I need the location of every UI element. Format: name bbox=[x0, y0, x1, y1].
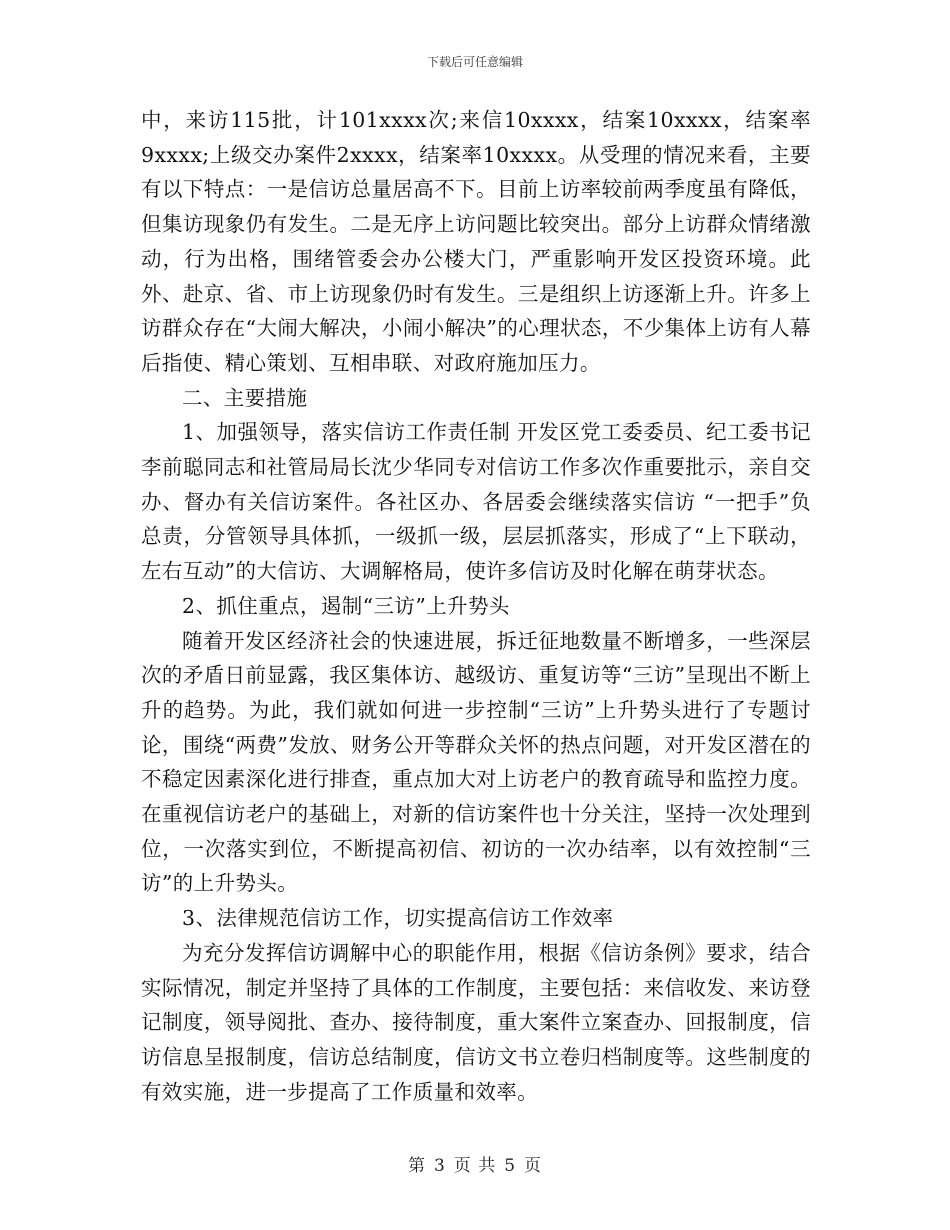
paragraph-measure-3: 为充分发挥信访调解中心的职能作用，根据《信访条例》要求，结合实际情况，制定并坚持了具体的工作制度，主要包括：来信收发、来访登记制度，领导阅批、查办、接待制度，重大案件立案查办、回报制度，信访信息呈报制度，信访总结制度，信访文书立卷归档制度等。这些制度的有效实施，进一步提高了工作质量和效率。 bbox=[141, 940, 811, 1104]
footer-middle: 页 共 bbox=[453, 1156, 497, 1176]
footer-suffix: 页 bbox=[524, 1156, 543, 1176]
subheading-measure-3: 3、法律规范信访工作，切实提高信访工作效率 bbox=[182, 906, 614, 931]
subheading-measure-2: 2、抓住重点，遏制“三访”上升势头 bbox=[182, 593, 510, 618]
footer-page-number: 3 bbox=[433, 1156, 446, 1176]
paragraph-measure-1: 1、加强领导，落实信访工作责任制 开发区党工委委员、纪工委书记李前聪同志和社管局局长沈少华同专对信访工作多次作重要批示，亲自交办、督办有关信访案件。各社区办、各居委会继续落实信访 “一把手”负总责，分管领导具体抓，一级抓一级，层层抓落实，形成了“上下联动，左右互动”的大信访、大调解格局，使许多信访及时化解在萌芽状态。 bbox=[141, 420, 811, 584]
paragraph-measure-2: 随着开发区经济社会的快速进展，拆迁征地数量不断增多，一些深层次的矛盾日前显露，我区集体访、越级访、重复访等“三访”呈现出不断上升的趋势。为此，我们就如何进一步控制“三访”上升势头进行了专题讨论，围绕“两费”发放、财务公开等群众关怀的热点问题，对开发区潜在的不稳定因素深化进行排查，重点加大对上访老户的教育疏导和监控力度。在重视信访老户的基础上，对新的信访案件也十分关注，坚持一次处理到位，一次落实到位，不断提高初信、初访的一次办结率，以有效控制“三访”的上升势头。 bbox=[141, 628, 811, 896]
footer-prefix: 第 bbox=[407, 1156, 426, 1176]
section-heading-main-measures: 二、主要措施 bbox=[182, 385, 308, 410]
page-header: 下载后可任意编辑 bbox=[426, 55, 523, 69]
paragraph-continuation: 中，来访115批，计101xxxx次;来信10xxxx，结案10xxxx，结案率9xxxx;上级交办案件2xxxx，结案率10xxxx。从受理的情况来看，主要有以下特点：一是信访总量居高不下。目前上访率较前两季度虽有降低，但集访现象仍有发生。二是无序上访问题比较突出。部分上访群众情绪激动，行为出格，围绪管委会办公楼大门，严重影响开发区投资环境。此外、赴京、省、市上访现象仍时有发生。三是组织上访逐渐上升。许多上访群众存在“大闹大解决，小闹小解决”的心理状态，不少集体上访有人幕后指使、精心策划、互相串联、对政府施加压力。 bbox=[141, 108, 811, 375]
page-footer bbox=[0, 1151, 950, 1176]
footer-total-pages: 5 bbox=[504, 1156, 517, 1176]
document-body bbox=[141, 103, 811, 1109]
